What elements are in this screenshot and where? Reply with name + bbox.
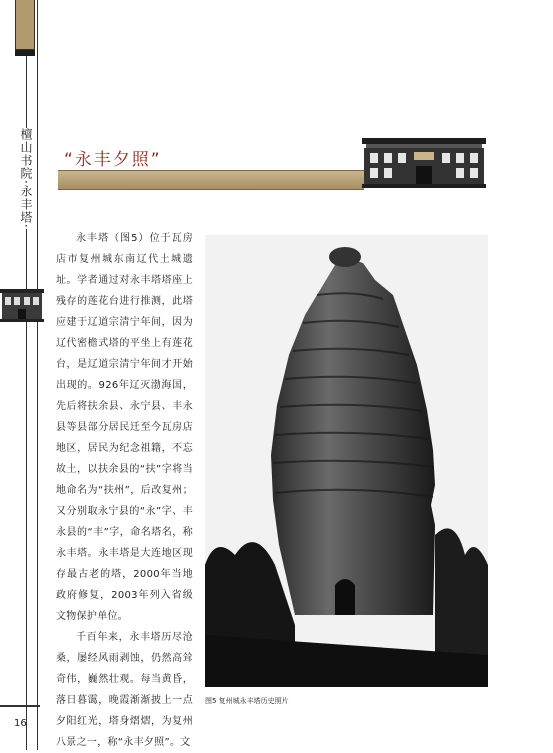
margin-rule-inner [37,0,38,750]
body-paragraph: 千百年来，永丰塔历尽沧桑，屡经风雨剥蚀，仍然高耸奇伟，巍然壮观。每当黄昏，落日暮霭，晚霞渐渐披上一点夕阳红光，塔身熠熠，为复州八景之一，称“永丰夕照”。文 [56,632,193,748]
pagoda-photograph [205,235,488,687]
margin-footer-rule [0,705,40,707]
header-building-illustration [362,138,486,190]
running-book-title: 檀山书院·永丰塔· [19,128,33,229]
section-title: “永丰夕照” [64,150,162,170]
figure-caption: 图5 复州城永丰塔历史照片 [205,697,289,705]
margin-building-illustration [0,285,44,325]
bookmark-ribbon [15,0,35,50]
body-text [56,228,193,753]
page-number: 16 [14,718,27,729]
body-paragraph: 永丰塔（图5）位于瓦房店市复州城东南辽代土城遗址。学者通过对永丰塔塔座上残存的莲花台进行推测，此塔应建于辽道宗清宁年间，因为辽代密檐式塔的平坐上有莲花台，是辽道宗清宁年间才开始出现的。926年辽灭渤海国，先后将扶余县、永宁县、丰永县等县部分居民迁至今瓦房店地区，居民为纪念祖籍，不忘故土，以扶余县的“扶”字将当地命名为“扶州”，后改复州；又分别取永宁县的“永”字、丰永县的“丰”字，命名塔名，称永丰塔。永丰塔是大连地区现存最古老的塔，2000年当地政府修复，2003年列入省级文物保护单位。 [56,233,193,622]
bookmark-cap [15,50,35,56]
header-band [58,170,364,190]
margin-rule [26,0,27,750]
